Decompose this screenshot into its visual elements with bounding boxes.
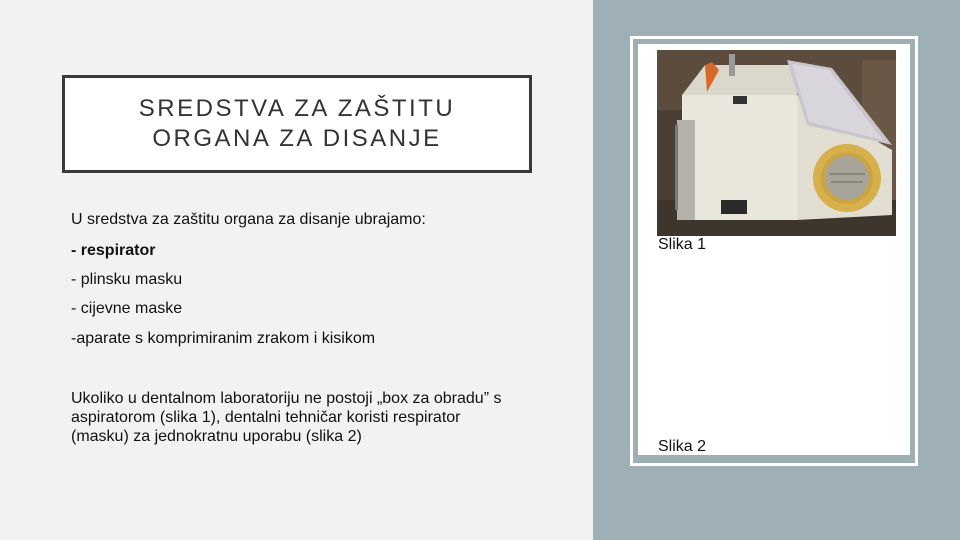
title-box: [62, 75, 532, 173]
paragraph-text: Ukoliko u dentalnom laboratoriju ne postoji „box za obradu” s aspiratorom (slika 1), dentalni tehničar koristi respirator (masku) za jednokratnu uporabu (slika 2): [71, 390, 502, 445]
intro-text: U sredstva za zaštitu organa za disanje ubrajamo:: [71, 211, 426, 228]
bullet-hose-masks: - cijevne maske: [71, 300, 183, 317]
caption-slika-2: Slika 2: [658, 438, 707, 455]
bullet-respirator: - respirator: [71, 242, 156, 259]
aspirator-box-photo: [657, 50, 896, 236]
bullet-gas-mask: - plinsku masku: [71, 271, 183, 288]
bullet-compressed-air: -aparate s komprimiranim zrakom i kisikom: [71, 330, 376, 347]
caption-slika-1: Slika 1: [658, 236, 707, 253]
title-line-1: SREDSTVA ZA ZAŠTITU: [138, 95, 456, 122]
title-line-2: ORGANA ZA DISANJE: [152, 125, 442, 152]
